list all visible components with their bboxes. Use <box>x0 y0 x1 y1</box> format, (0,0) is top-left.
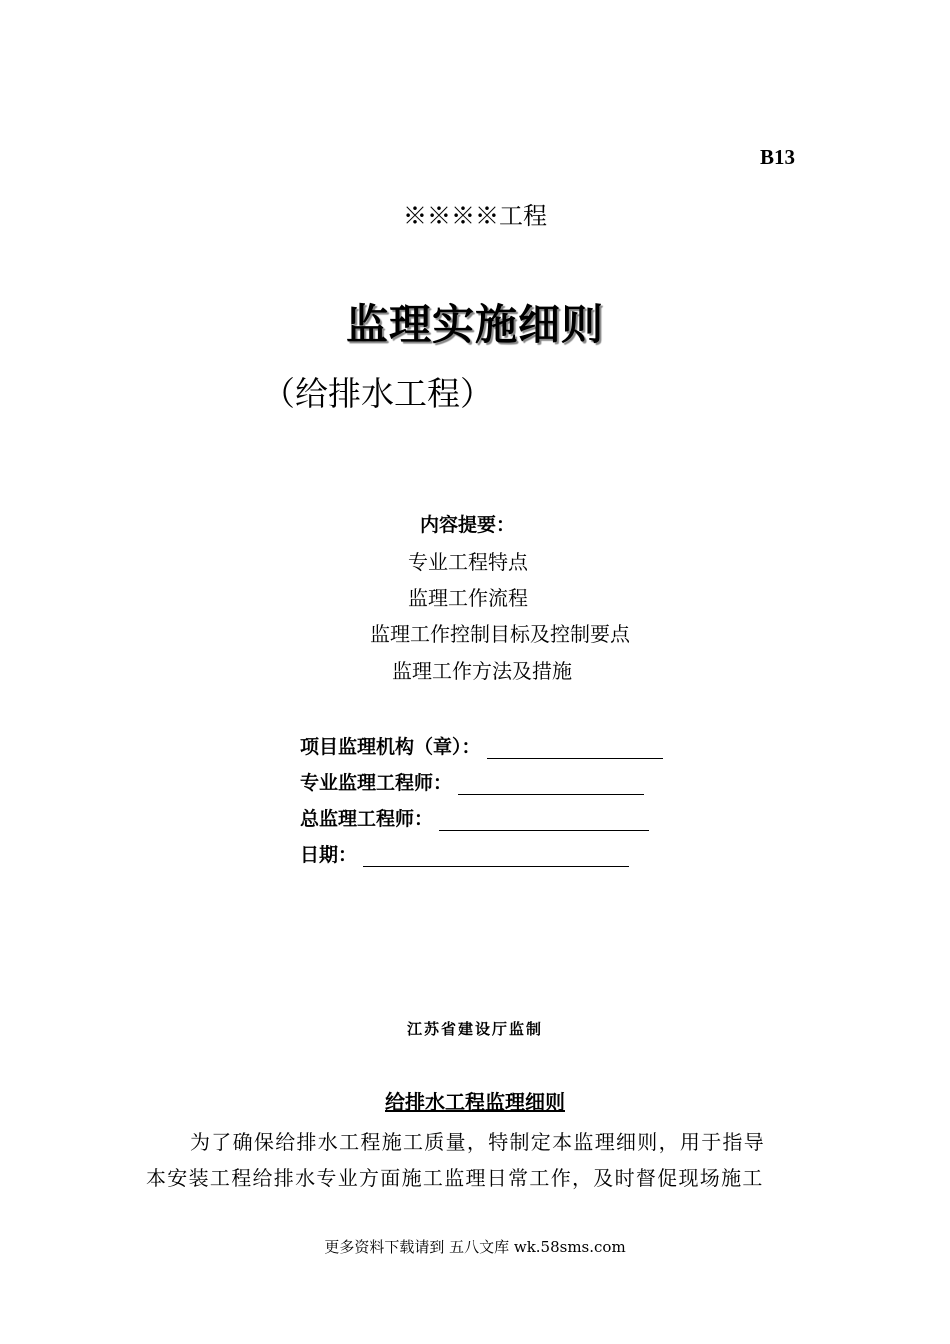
page-footer: 更多资料下载请到 五八文库 wk.58sms.com <box>324 1238 626 1256</box>
signature-row-specialist <box>300 768 644 795</box>
signature-line <box>439 810 649 831</box>
main-title: 监理实施细则 <box>345 300 604 349</box>
section-title <box>0 1086 950 1115</box>
paragraph-line: 本安装工程给排水专业方面施工监理日常工作，及时督促现场施工 <box>146 1166 764 1190</box>
issuer: 江苏省建设厅监制 <box>406 1020 543 1038</box>
contents-item: 监理工作流程 <box>408 586 528 610</box>
signature-line <box>363 846 629 867</box>
paragraph-line: 为了确保给排水工程施工质量，特制定本监理细则，用于指导 <box>190 1130 766 1154</box>
signature-row-organization <box>300 732 663 759</box>
subtitle: （给排水工程） <box>262 374 493 413</box>
signature-label: 总监理工程师： <box>300 808 434 830</box>
contents-heading: 内容提要： <box>420 514 516 536</box>
contents-item: 专业工程特点 <box>408 550 528 574</box>
signature-line <box>458 774 644 795</box>
project-name: ※※※※工程 <box>403 202 547 230</box>
signature-row-chief <box>300 804 649 831</box>
signature-label: 日期： <box>300 844 358 866</box>
document-code: B13 <box>760 145 796 169</box>
signature-label: 专业监理工程师： <box>300 772 453 794</box>
signature-line <box>487 738 663 759</box>
contents-item: 监理工作控制目标及控制要点 <box>370 622 630 646</box>
section-title-text: 给排水工程监理细则 <box>385 1090 565 1114</box>
signature-row-date <box>300 840 629 867</box>
signature-label: 项目监理机构（章）： <box>300 736 481 758</box>
contents-item: 监理工作方法及措施 <box>392 659 572 683</box>
